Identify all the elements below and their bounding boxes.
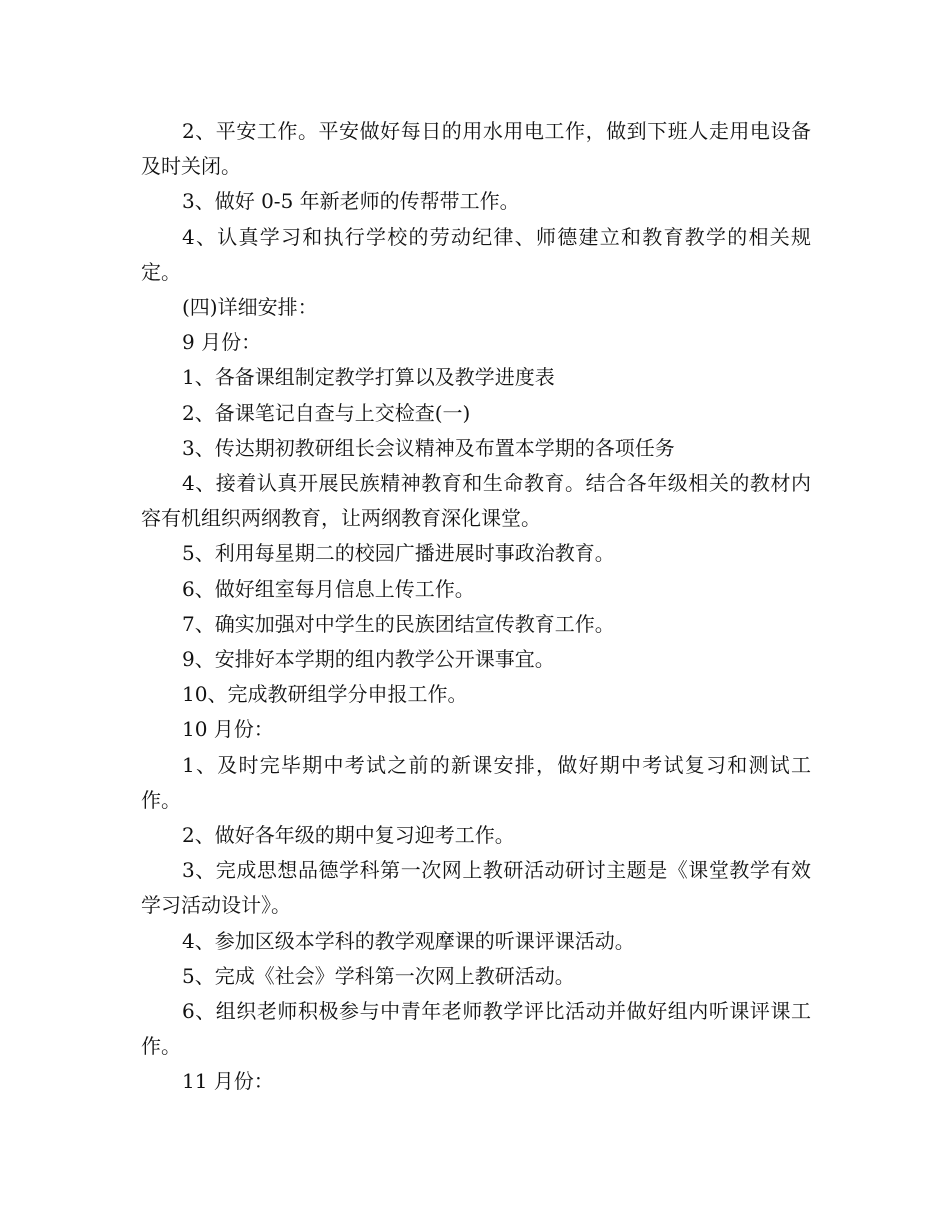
paragraph: 5、完成《社会》学科第一次网上教研活动。 <box>182 963 575 988</box>
paragraph: 2、备课笔记自查与上交检查(一) <box>182 400 471 425</box>
paragraph: 2、平安工作。平安做好每日的用水用电工作，做到下班人走用电设备及时关闭。 <box>141 119 811 179</box>
paragraph: 4、认真学习和执行学校的劳动纪律、师德建立和教育教学的相关规定。 <box>141 224 811 284</box>
paragraph: 9、安排好本学期的组内教学公开课事宜。 <box>182 647 555 672</box>
paragraph: 4、接着认真开展民族精神教育和生命教育。结合各年级相关的教材内容有机组织两纲教育，让两纲教育深化课堂。 <box>141 471 811 531</box>
paragraph: 6、组织老师积极参与中青年老师教学评比活动并做好组内听课评课工作。 <box>141 999 811 1059</box>
paragraph: 3、传达期初教研组长会议精神及布置本学期的各项任务 <box>182 435 675 460</box>
paragraph: 4、参加区级本学科的教学观摩课的听课评课活动。 <box>182 928 635 953</box>
paragraph: 1、及时完毕期中考试之前的新课安排，做好期中考试复习和测试工作。 <box>141 752 811 812</box>
paragraph: 5、利用每星期二的校园广播进展时事政治教育。 <box>182 541 615 566</box>
month-heading: 11 月份： <box>182 1069 274 1094</box>
paragraph: 1、各备课组制定教学打算以及教学进度表 <box>182 365 555 390</box>
paragraph: 3、做好 0-5 年新老师的传帮带工作。 <box>182 189 520 214</box>
paragraph: 7、确实加强对中学生的民族团结宣传教育工作。 <box>182 611 615 636</box>
paragraph: 10、完成教研组学分申报工作。 <box>182 682 468 707</box>
paragraph: 6、做好组室每月信息上传工作。 <box>182 576 475 601</box>
month-heading: 9 月份： <box>182 330 262 355</box>
month-heading: 10 月份： <box>182 717 274 742</box>
paragraph: 3、完成思想品德学科第一次网上教研活动研讨主题是《课堂教学有效学习活动设计》。 <box>141 858 811 918</box>
document-body <box>141 114 811 1100</box>
section-heading: (四)详细安排： <box>182 295 318 320</box>
paragraph: 2、做好各年级的期中复习迎考工作。 <box>182 823 515 848</box>
